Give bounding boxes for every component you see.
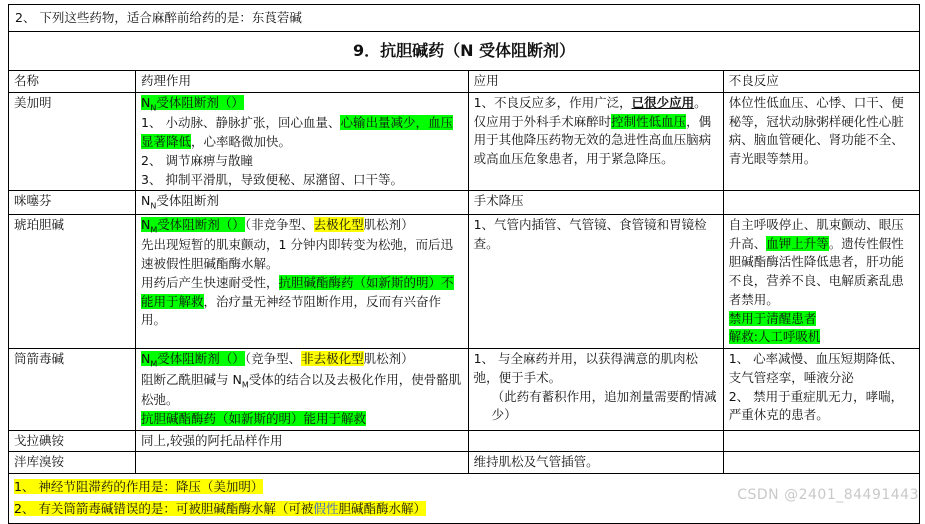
section-title: 9．抗胆碱药（N 受体阻断剂） [8,31,920,70]
highlight-green: $N_N$受体阻断剂（） [141,94,244,113]
table-row [9,191,920,215]
pharmacology-cell: $N_M$受体阻断剂（）（非竞争型、去极化型肌松剂） 先出现短暂的肌束颤动，1 分钟内即转变为松弛，而后迅速被假性胆碱酯酶水解。 用药后产生快速耐受性，抗胆碱酯酶药（如新斯的明）不能用于解救，治疗量无神经节阻断作用，反而有兴奋作用。 [136,214,469,348]
underlined-text: 已很少应用 [631,94,695,110]
adverse-cell [723,430,919,452]
application-cell: 1、不良反应多，作用广泛，已很少应用。仅应用于外科手术麻醉时控制性低血压，偶用于其他降压药物无效的急进性高血压脑病或高血压危象患者，用于紧急降压。 [468,92,723,191]
application-cell: 1、气管内插管、气管镜、食管镜和胃镜检查。 [468,214,723,348]
table-row [9,92,920,191]
application-cell: 维持肌松及气管插管。 [468,452,723,474]
drug-name: 琥珀胆碱 [9,214,136,348]
highlight-green: 禁用于清醒患者 [728,310,817,326]
highlight-green: 血钾上升等 [766,235,829,251]
highlight-green: 心输出量减少，血压显著降低 [141,115,453,149]
highlight-yellow: 1、 神经节阻滞药的作用是：降压（美加明） [14,479,264,494]
drug-name: 戈拉碘铵 [9,430,136,452]
highlight-yellow: 去极化型 [313,216,364,232]
table-row [9,430,920,452]
adverse-cell: 自主呼吸停止、肌束颤动、眼压升高、血钾上升等。遗传性假性胆碱酯酶活性降低患者，肝功能不良，营养不良、电解质紊乱患者禁用。 禁用于清醒患者 解救:人工呼吸机 [723,214,919,348]
pharmacology-cell: $N_M$受体阻断剂（）（竞争型、非去极化型肌松剂） 阻断乙酰胆碱与 $N_M$受体的结合以及去极化作用，使骨骼肌松弛。 抗胆碱酯酶药（如新斯的明）能用于解救 [136,349,469,431]
application-cell [468,430,723,452]
drug-name: 美加明 [9,92,136,191]
table-row [9,349,920,431]
application-cell: 手术降压 [468,191,723,215]
pharmacology-cell: 同上,较强的阿托品样作用 [136,430,469,452]
table-header-row [9,71,920,93]
adverse-cell [723,191,919,215]
header-application: 应用 [468,71,723,93]
top-note: 2、 下列这些药物，适合麻醉前给药的是：东莨菪碱 [8,4,920,31]
adverse-cell: 1、 心率减慢、血压短期降低、支气管痉挛，唾液分泌 2、 禁用于重症肌无力，哮喘，严重休克的患者。 [723,349,919,431]
watermark: CSDN @2401_84491443 [737,487,919,503]
drug-name: 筒箭毒碱 [9,349,136,431]
table-row [9,214,920,348]
header-name: 名称 [9,71,136,93]
header-pharmacology: 药理作用 [136,71,469,93]
adverse-cell [723,452,919,474]
drug-table [8,70,920,474]
highlight-yellow: 非去极化型 [301,351,364,366]
application-cell: 1、 与全麻药并用，以获得满意的肌肉松弛，便于手术。 （此药有蓄积作用，追加剂量需要酌情减少） [468,349,723,431]
highlight-green: 控制性低血压 [611,113,687,129]
drug-name: 咪噻芬 [9,191,136,215]
notes-page [8,4,920,524]
highlight-yellow: 2、 有关筒箭毒碱错误的是：可被胆碱酯酶水解（可被假性胆碱酯酶水解） [14,501,426,516]
header-adverse: 不良反应 [723,71,919,93]
pharmacology-cell: $N_N$受体阻断剂 [136,191,469,215]
drug-name: 泮库溴铵 [9,452,136,474]
highlight-green: 解救:人工呼吸机 [728,329,821,345]
highlight-green: $N_M$受体阻断剂（） [141,216,245,235]
highlight-green: $N_M$受体阻断剂（） [141,351,245,369]
pharmacology-cell: $N_N$受体阻断剂（） 1、 小动脉、静脉扩张，回心血量、心输出量减少，血压显著降低，心率略微加快。 2、 调节麻痹与散瞳 3、 抑制平滑肌，导致便秘、尿潴留、口干等。 [136,92,469,191]
pharmacology-cell [136,452,469,474]
highlight-green: 抗胆碱酯酶药（如新斯的明）能用于解救 [141,410,367,426]
highlight-green: 抗胆碱酯酶药（如新斯的明）不能用于解救 [141,274,454,309]
table-row [9,452,920,474]
adverse-cell: 体位性低血压、心悸、口干、便秘等，冠状动脉粥样硬化性心脏病、脑血管硬化、肾功能不全、青光眼等禁用。 [723,92,919,191]
